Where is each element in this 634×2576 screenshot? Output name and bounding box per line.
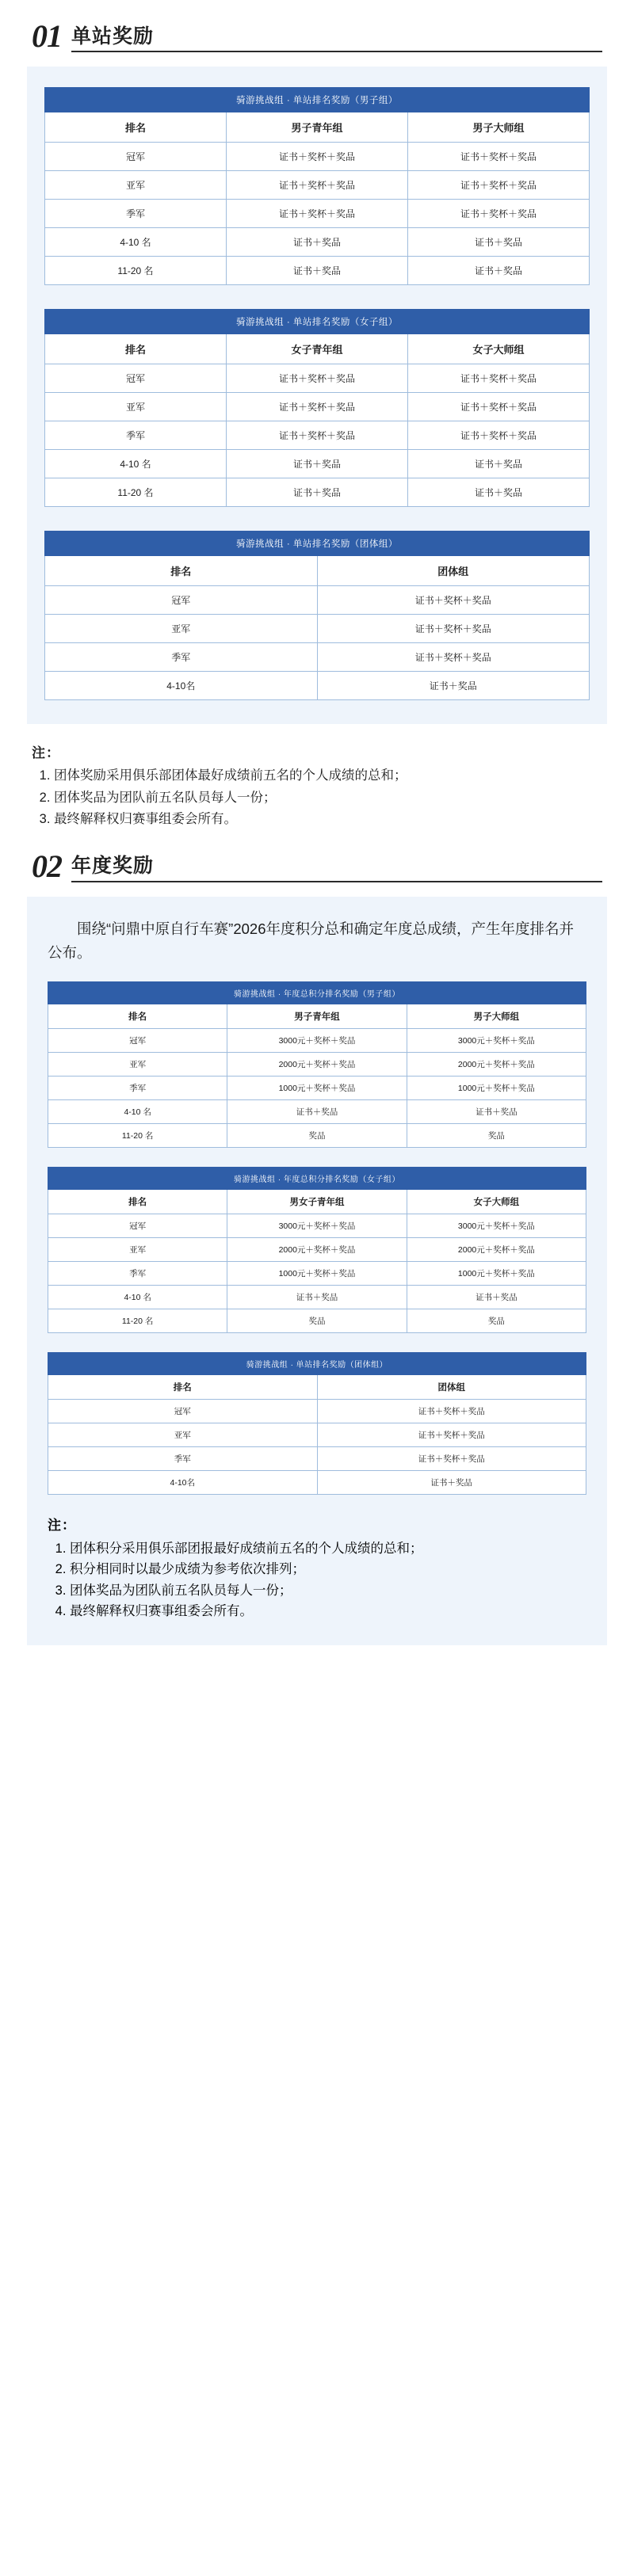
cell-prize: 奖品 <box>227 1309 407 1332</box>
column-header-youth: 男子青年组 <box>227 1004 407 1028</box>
cell-rank: 11-20 名 <box>48 1123 227 1147</box>
cell-rank: 冠军 <box>48 1214 227 1237</box>
table-row <box>45 478 590 507</box>
notes-list <box>32 766 602 830</box>
note-item: 4. 最终解释权归赛事组委会所有。 <box>70 1601 586 1621</box>
table-header-row <box>48 1374 586 1399</box>
note-item: 3. 团体奖品为团队前五名队员每人一份； <box>70 1580 586 1601</box>
table-row <box>48 1446 586 1470</box>
cell-prize: 证书＋奖品 <box>227 1099 407 1123</box>
column-header-team: 团体组 <box>317 556 590 586</box>
table-caption: 骑游挑战组 · 年度总积分排名奖励（女子组） <box>48 1167 586 1189</box>
table-header-row <box>45 556 590 586</box>
table-row <box>48 1052 586 1076</box>
notes-single-station <box>32 741 602 830</box>
cell-prize: 证书＋奖品 <box>317 672 590 700</box>
column-header-rank: 排名 <box>45 112 227 143</box>
cell-prize: 证书＋奖品 <box>407 1099 586 1123</box>
cell-prize: 证书＋奖杯＋奖品 <box>227 171 408 200</box>
table-row <box>48 1028 586 1052</box>
table-row <box>48 1285 586 1309</box>
table-row <box>48 1470 586 1494</box>
cell-prize: 证书＋奖杯＋奖品 <box>408 171 590 200</box>
single-station-panel <box>27 67 607 724</box>
cell-prize: 证书＋奖杯＋奖品 <box>408 200 590 228</box>
note-item: 2. 团体奖品为团队前五名队员每人一份； <box>54 788 602 809</box>
section-title-underline <box>71 855 602 882</box>
column-header-rank: 排名 <box>48 1374 318 1399</box>
table-row <box>48 1076 586 1099</box>
cell-rank: 亚军 <box>48 1423 318 1446</box>
note-item: 1. 团体奖励采用俱乐部团体最好成绩前五名的个人成绩的总和； <box>54 766 602 787</box>
cell-prize: 证书＋奖杯＋奖品 <box>317 643 590 672</box>
table-row <box>48 1237 586 1261</box>
table-row <box>48 1423 586 1446</box>
table-row <box>45 393 590 421</box>
notes-title: 注： <box>48 1517 76 1533</box>
table-annual-team <box>48 1352 586 1495</box>
cell-prize: 证书＋奖杯＋奖品 <box>227 200 408 228</box>
cell-prize: 证书＋奖品 <box>227 228 408 257</box>
cell-prize: 奖品 <box>407 1309 586 1332</box>
table-caption-row <box>45 88 590 112</box>
table-row <box>45 421 590 450</box>
table-caption: 骑游挑战组 · 单站排名奖励（团体组） <box>48 1352 586 1374</box>
table-row <box>45 143 590 171</box>
cell-prize: 证书＋奖杯＋奖品 <box>317 586 590 615</box>
cell-rank: 4-10 名 <box>45 450 227 478</box>
table-header-row <box>48 1004 586 1028</box>
column-header-master: 女子大师组 <box>407 1189 586 1214</box>
table-caption: 骑游挑战组 · 单站排名奖励（团体组） <box>45 532 590 556</box>
table-row <box>45 171 590 200</box>
cell-rank: 11-20 名 <box>45 478 227 507</box>
table-single-station-women <box>44 309 590 507</box>
table-caption-row <box>48 1167 586 1189</box>
cell-rank: 4-10名 <box>45 672 318 700</box>
cell-prize: 证书＋奖品 <box>227 257 408 285</box>
cell-prize: 证书＋奖品 <box>408 478 590 507</box>
cell-prize: 1000元＋奖杯＋奖品 <box>407 1261 586 1285</box>
note-item: 3. 最终解释权归赛事组委会所有。 <box>54 810 602 830</box>
column-header-youth: 男子青年组 <box>227 112 408 143</box>
cell-rank: 冠军 <box>48 1028 227 1052</box>
cell-prize: 证书＋奖品 <box>408 257 590 285</box>
notes-list <box>48 1538 586 1622</box>
cell-rank: 亚军 <box>48 1052 227 1076</box>
notes-title: 注： <box>32 745 60 760</box>
section-title: 单站奖励 <box>71 25 155 48</box>
cell-prize: 3000元＋奖杯＋奖品 <box>407 1028 586 1052</box>
cell-prize: 证书＋奖杯＋奖品 <box>317 615 590 643</box>
cell-prize: 证书＋奖杯＋奖品 <box>408 364 590 393</box>
table-row <box>45 643 590 672</box>
cell-prize: 证书＋奖品 <box>408 450 590 478</box>
table-caption-row <box>48 1352 586 1374</box>
cell-prize: 奖品 <box>407 1123 586 1147</box>
cell-prize: 证书＋奖杯＋奖品 <box>317 1423 586 1446</box>
cell-rank: 季军 <box>48 1446 318 1470</box>
column-header-rank: 排名 <box>45 334 227 364</box>
cell-prize: 1000元＋奖杯＋奖品 <box>227 1076 407 1099</box>
table-row <box>45 672 590 700</box>
section-title: 年度奖励 <box>71 855 155 878</box>
cell-prize: 3000元＋奖杯＋奖品 <box>227 1214 407 1237</box>
table-row <box>45 450 590 478</box>
column-header-rank: 排名 <box>48 1004 227 1028</box>
table-caption-row <box>48 981 586 1004</box>
table-row <box>48 1261 586 1285</box>
annual-tables-wrap <box>48 981 586 1495</box>
table-row <box>48 1214 586 1237</box>
poster-page <box>0 18 634 2576</box>
cell-rank: 季军 <box>45 643 318 672</box>
section-heading-annual <box>0 848 634 884</box>
annual-intro-text: 围绕“问鼎中原自行车赛”2026年度积分总和确定年度总成绩，产生年度排名并公布。 <box>48 920 574 962</box>
cell-rank: 冠军 <box>45 586 318 615</box>
cell-rank: 亚军 <box>45 393 227 421</box>
cell-rank: 季军 <box>45 200 227 228</box>
cell-prize: 证书＋奖品 <box>227 478 408 507</box>
table-row <box>45 364 590 393</box>
table-row <box>48 1123 586 1147</box>
cell-rank: 冠军 <box>45 364 227 393</box>
table-row <box>45 586 590 615</box>
notes-annual <box>48 1514 586 1622</box>
cell-prize: 2000元＋奖杯＋奖品 <box>407 1052 586 1076</box>
column-header-master: 男子大师组 <box>408 112 590 143</box>
cell-rank: 4-10名 <box>48 1470 318 1494</box>
cell-rank: 4-10 名 <box>48 1285 227 1309</box>
cell-prize: 3000元＋奖杯＋奖品 <box>227 1028 407 1052</box>
table-caption: 骑游挑战组 · 单站排名奖励（男子组） <box>45 88 590 112</box>
cell-rank: 季军 <box>45 421 227 450</box>
section-number: 02 <box>32 848 62 884</box>
cell-prize: 证书＋奖品 <box>317 1470 586 1494</box>
cell-prize: 证书＋奖品 <box>407 1285 586 1309</box>
bottom-spacer <box>0 1645 634 1677</box>
column-header-master: 女子大师组 <box>408 334 590 364</box>
cell-rank: 冠军 <box>48 1399 318 1423</box>
cell-prize: 奖品 <box>227 1123 407 1147</box>
cell-prize: 证书＋奖杯＋奖品 <box>408 143 590 171</box>
cell-prize: 证书＋奖杯＋奖品 <box>227 364 408 393</box>
column-header-youth: 女子青年组 <box>227 334 408 364</box>
table-header-row <box>45 334 590 364</box>
cell-prize: 证书＋奖品 <box>227 450 408 478</box>
table-single-station-team <box>44 531 590 700</box>
table-header-row <box>48 1189 586 1214</box>
cell-rank: 11-20 名 <box>48 1309 227 1332</box>
cell-prize: 证书＋奖杯＋奖品 <box>227 393 408 421</box>
table-row <box>48 1399 586 1423</box>
table-caption: 骑游挑战组 · 单站排名奖励（女子组） <box>45 310 590 334</box>
cell-rank: 冠军 <box>45 143 227 171</box>
cell-prize: 证书＋奖杯＋奖品 <box>317 1446 586 1470</box>
cell-rank: 11-20 名 <box>45 257 227 285</box>
cell-prize: 2000元＋奖杯＋奖品 <box>227 1052 407 1076</box>
cell-rank: 季军 <box>48 1076 227 1099</box>
note-item: 2. 积分相同时以最少成绩为参考依次排列； <box>70 1559 586 1580</box>
cell-prize: 3000元＋奖杯＋奖品 <box>407 1214 586 1237</box>
table-row <box>48 1309 586 1332</box>
cell-rank: 亚军 <box>45 615 318 643</box>
cell-prize: 证书＋奖杯＋奖品 <box>317 1399 586 1423</box>
table-header-row <box>45 112 590 143</box>
cell-rank: 亚军 <box>45 171 227 200</box>
section-title-underline <box>71 26 602 53</box>
cell-rank: 4-10 名 <box>48 1099 227 1123</box>
table-row <box>48 1099 586 1123</box>
table-caption-row <box>45 310 590 334</box>
cell-prize: 证书＋奖杯＋奖品 <box>227 421 408 450</box>
column-header-master: 男子大师组 <box>407 1004 586 1028</box>
table-annual-men <box>48 981 586 1148</box>
annual-panel <box>27 897 607 1646</box>
table-caption: 骑游挑战组 · 年度总积分排名奖励（男子组） <box>48 981 586 1004</box>
column-header-rank: 排名 <box>48 1189 227 1214</box>
cell-prize: 证书＋奖品 <box>227 1285 407 1309</box>
cell-prize: 2000元＋奖杯＋奖品 <box>407 1237 586 1261</box>
cell-rank: 季军 <box>48 1261 227 1285</box>
section-heading-single-station <box>0 18 634 54</box>
cell-prize: 证书＋奖杯＋奖品 <box>408 393 590 421</box>
section-number: 01 <box>32 18 62 54</box>
cell-rank: 4-10 名 <box>45 228 227 257</box>
cell-prize: 证书＋奖品 <box>408 228 590 257</box>
column-header-rank: 排名 <box>45 556 318 586</box>
table-row <box>45 257 590 285</box>
table-single-station-men <box>44 87 590 285</box>
cell-prize: 1000元＋奖杯＋奖品 <box>227 1261 407 1285</box>
table-annual-women <box>48 1167 586 1333</box>
note-item: 1. 团体积分采用俱乐部团报最好成绩前五名的个人成绩的总和； <box>70 1538 586 1559</box>
cell-prize: 1000元＋奖杯＋奖品 <box>407 1076 586 1099</box>
cell-prize: 2000元＋奖杯＋奖品 <box>227 1237 407 1261</box>
table-row <box>45 228 590 257</box>
column-header-team: 团体组 <box>317 1374 586 1399</box>
table-caption-row <box>45 532 590 556</box>
table-row <box>45 615 590 643</box>
cell-rank: 亚军 <box>48 1237 227 1261</box>
column-header-youth: 男女子青年组 <box>227 1189 407 1214</box>
cell-prize: 证书＋奖杯＋奖品 <box>408 421 590 450</box>
cell-prize: 证书＋奖杯＋奖品 <box>227 143 408 171</box>
table-row <box>45 200 590 228</box>
